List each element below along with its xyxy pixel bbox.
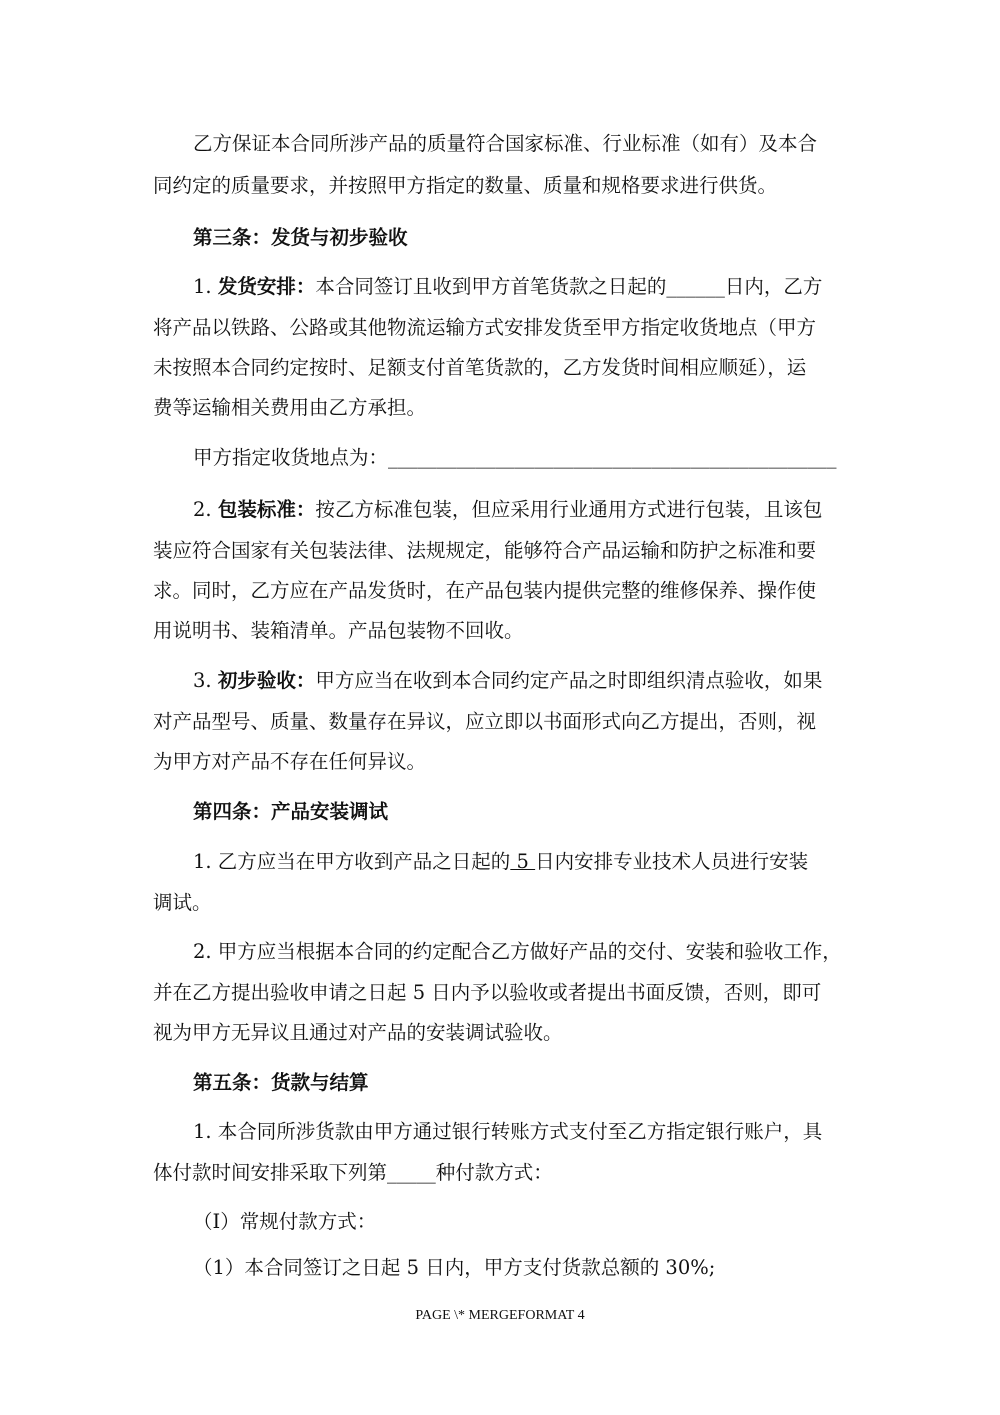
item-number: 2.	[193, 498, 218, 521]
article-5-item-1-line-1: 1. 本合同所涉货款由甲方通过银行转账方式支付至乙方指定银行账户，具	[193, 1120, 823, 1143]
article-4-item-1-line-2: 调试。	[153, 891, 212, 914]
delivery-address-line: 甲方指定收货地点为：______________________________________________	[193, 446, 837, 469]
article-4-item-2-line-2: 并在乙方提出验收申请之日起 5 日内予以验收或者提出书面反馈，否则，即可	[153, 981, 822, 1004]
article-3-item-2-line-4: 用说明书、装箱清单。产品包装物不回收。	[153, 619, 524, 642]
payment-option-1-sub-1: （1）本合同签订之日起 5 日内，甲方支付货款总额的 30%;	[193, 1256, 716, 1279]
article-3-item-1-line-1	[193, 273, 822, 301]
item-text-post: 日内安排专业技术人员进行安装	[535, 850, 809, 873]
item-text: 本合同签订且收到甲方首笔货款之日起的______日内，乙方	[315, 275, 823, 298]
item-text: 甲方应当在收到本合同约定产品之时即组织清点验收，如果	[315, 669, 823, 692]
article-3-item-3-line-2: 对产品型号、质量、数量存在异议，应立即以书面形式向乙方提出，否则，视	[153, 710, 817, 733]
payment-option-1: （Ⅰ）常规付款方式：	[193, 1210, 377, 1233]
article-3-item-3-line-1	[193, 667, 822, 695]
item-text-pre: 1. 乙方应当在甲方收到产品之日起的	[193, 850, 511, 873]
article-5-item-1-line-2: 体付款时间安排采取下列第_____种付款方式：	[153, 1161, 553, 1184]
article-3-item-1-line-3: 未按照本合同约定按时、足额支付首笔货款的，乙方发货时间相应顺延），运	[153, 356, 807, 379]
article-4-item-2-line-1: 2. 甲方应当根据本合同的约定配合乙方做好产品的交付、安装和验收工作，	[193, 940, 842, 963]
article-3-item-2-line-3: 求。同时，乙方应在产品发货时，在产品包装内提供完整的维修保养、操作使	[153, 579, 817, 602]
item-text: 按乙方标准包装，但应采用行业通用方式进行包装，且该包	[315, 498, 823, 521]
article-3-item-2-line-1	[193, 496, 822, 524]
article-5-heading: 第五条：货款与结算	[193, 1071, 369, 1094]
article-4-item-1-line-1	[193, 848, 808, 876]
article-3-item-3-line-3: 为甲方对产品不存在任何异议。	[153, 750, 427, 773]
article-4-item-2-line-3: 视为甲方无异议且通过对产品的安装调试验收。	[153, 1021, 563, 1044]
item-title: 初步验收：	[217, 669, 316, 692]
item-number: 3.	[193, 669, 218, 692]
article-4-heading: 第四条：产品安装调试	[193, 800, 389, 823]
item-title: 发货安排：	[217, 275, 316, 298]
article-3-item-1-line-4: 费等运输相关费用由乙方承担。	[153, 396, 427, 419]
intro-line-2: 同约定的质量要求，并按照甲方指定的数量、质量和规格要求进行供货。	[153, 174, 778, 197]
item-title: 包装标准：	[217, 498, 316, 521]
page-footer: PAGE \* MERGEFORMAT 4	[415, 1308, 585, 1323]
article-3-item-2-line-2: 装应符合国家有关包装法律、法规规定，能够符合产品运输和防护之标准和要	[153, 539, 817, 562]
article-3-item-1-line-2: 将产品以铁路、公路或其他物流运输方式安排发货至甲方指定收货地点（甲方	[153, 316, 817, 339]
days-value: 5	[510, 850, 536, 873]
intro-line-1: 乙方保证本合同所涉产品的质量符合国家标准、行业标准（如有）及本合	[193, 132, 818, 155]
article-3-heading: 第三条：发货与初步验收	[193, 226, 408, 249]
item-number: 1.	[193, 275, 218, 298]
